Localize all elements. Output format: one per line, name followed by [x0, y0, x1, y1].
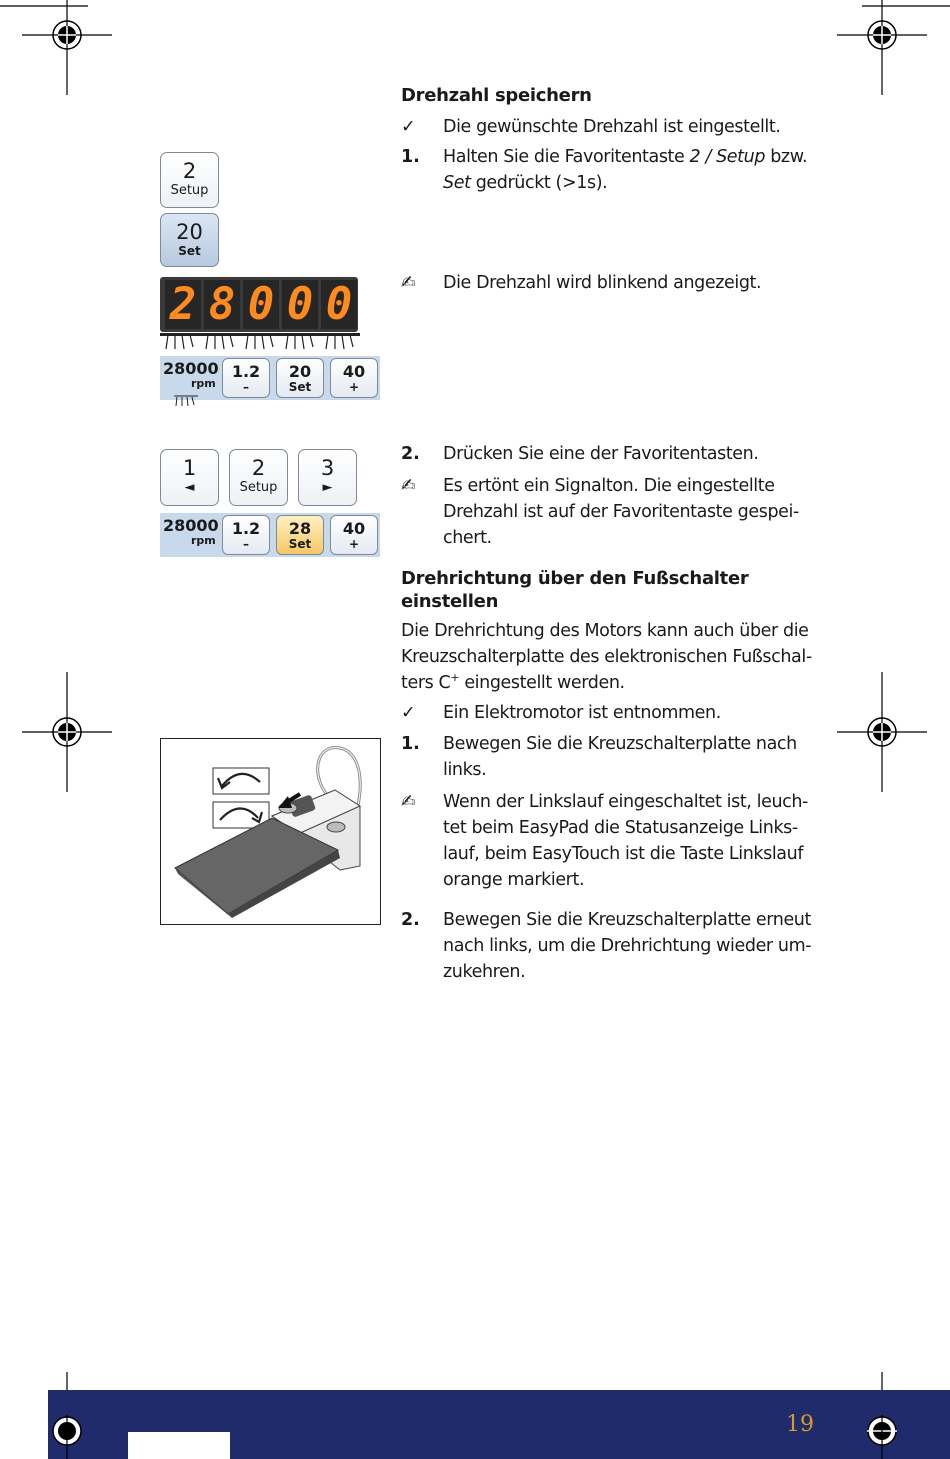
panel-key-value: 1.2	[231, 362, 261, 381]
favorite-key-2[interactable]	[229, 449, 288, 506]
panel-key-label: Set	[288, 380, 312, 394]
rpm-value: 28000	[163, 359, 219, 378]
rpm-unit: rpm	[191, 377, 216, 390]
rpm-unit: rpm	[191, 534, 216, 547]
text-line: Wenn der Linkslauf eingeschaltet ist, leuch-	[443, 792, 808, 812]
blink-rays-icon	[160, 333, 360, 353]
heading-line: einstellen	[401, 591, 499, 612]
step-text-part: Halten Sie die Favoritentaste	[443, 147, 690, 167]
result-icon: ✍	[401, 476, 416, 496]
text-line: ters C	[401, 673, 451, 693]
intro-paragraph	[401, 618, 821, 696]
favorite-key-1[interactable]	[160, 449, 219, 506]
superscript: +	[450, 671, 460, 685]
rpm-value: 28000	[163, 516, 219, 535]
display-digit: 0	[321, 280, 357, 329]
panel-key-minus[interactable]	[222, 358, 270, 398]
panel-key-value: 20	[288, 362, 312, 381]
display-digit: 8	[204, 280, 240, 329]
key-20-set[interactable]	[160, 213, 219, 267]
page-number: 19	[786, 1412, 814, 1437]
step-number: 2.	[401, 444, 420, 464]
text-line: Kreuzschalterplatte des elektronischen Fußschal-	[401, 647, 812, 667]
panel-key-label: +	[348, 537, 360, 551]
check-mark: ✓	[401, 117, 416, 137]
foot-switch-illustration	[160, 738, 381, 925]
section-heading	[401, 567, 748, 613]
favorite-key-number: 2	[251, 456, 266, 480]
panel-key-set-highlighted[interactable]	[276, 515, 324, 555]
panel-key-label: –	[243, 537, 249, 551]
favorite-key-number: 3	[320, 456, 335, 480]
text-line: Bewegen Sie die Kreuzschalterplatte nach	[443, 734, 797, 754]
result-icon: ✍	[401, 792, 416, 812]
text-line: nach links, um die Drehrichtung wieder um-	[443, 936, 812, 956]
favorite-key-number: 1	[182, 456, 197, 480]
text-line: lauf, beim EasyTouch ist die Taste Linkslauf	[443, 844, 804, 864]
text-line: orange markiert.	[443, 870, 585, 890]
small-blink-icon	[172, 394, 202, 408]
text-line: Es ertönt ein Signalton. Die eingestellte	[443, 476, 775, 496]
text-line: zukehren.	[443, 962, 526, 982]
panel-key-minus[interactable]	[222, 515, 270, 555]
result-text: Die Drehzahl wird blinkend angezeigt.	[443, 273, 762, 293]
result-icon: ✍	[401, 273, 416, 293]
key-reference: Set	[443, 173, 471, 193]
section-heading: Drehzahl speichern	[401, 85, 592, 106]
panel-key-set[interactable]	[276, 358, 324, 398]
panel-key-value: 40	[342, 519, 366, 538]
key-2-setup[interactable]	[160, 152, 219, 208]
control-panel-2	[160, 513, 380, 557]
step-text: Drücken Sie eine der Favoritentasten.	[443, 444, 759, 464]
result-text	[443, 473, 823, 551]
panel-key-value: 28	[288, 519, 312, 538]
favorite-key-label: ◄	[184, 480, 195, 495]
step-text-part: bzw.	[765, 147, 808, 167]
text-line: Die Drehrichtung des Motors kann auch über die	[401, 621, 809, 641]
step-text	[443, 144, 823, 196]
rotate-left-icon	[213, 768, 269, 794]
display-digit: 0	[243, 280, 279, 329]
key-20-label: Set	[178, 244, 201, 258]
panel-key-label: Set	[288, 537, 312, 551]
favorite-key-label: Setup	[239, 480, 278, 495]
rpm-display	[160, 277, 358, 332]
step-number: 2.	[401, 910, 420, 930]
heading-line: Drehrichtung über den Fußschalter	[401, 568, 749, 589]
step-text	[443, 907, 823, 985]
panel-key-label: +	[348, 380, 360, 394]
result-text	[443, 789, 823, 893]
step-text: Die gewünschte Drehzahl ist eingestellt.	[443, 117, 781, 137]
panel-key-value: 40	[342, 362, 366, 381]
text-line: chert.	[443, 528, 492, 548]
key-2-label: Setup	[170, 183, 209, 198]
text-line: eingestellt werden.	[459, 673, 625, 693]
step-number: 1.	[401, 147, 420, 167]
text-line: Drehzahl ist auf der Favoritentaste gespei-	[443, 502, 799, 522]
panel-key-plus[interactable]	[330, 358, 378, 398]
favorite-key-3[interactable]	[298, 449, 357, 506]
key-20-number: 20	[176, 220, 203, 244]
check-mark: ✓	[401, 703, 416, 723]
key-2-number: 2	[182, 159, 197, 183]
panel-key-label: –	[243, 380, 249, 394]
favorite-key-label: ►	[322, 480, 333, 495]
step-text: Ein Elektromotor ist entnommen.	[443, 703, 721, 723]
panel-key-value: 1.2	[231, 519, 261, 538]
step-text	[443, 731, 823, 783]
text-line: Bewegen Sie die Kreuzschalterplatte erneut	[443, 910, 811, 930]
display-digit: 2	[165, 280, 201, 329]
display-digit: 0	[282, 280, 318, 329]
panel-key-plus[interactable]	[330, 515, 378, 555]
key-reference: 2 / Setup	[689, 147, 766, 167]
step-number: 1.	[401, 734, 420, 754]
text-line: tet beim EasyPad die Statusanzeige Links-	[443, 818, 798, 838]
step-text-part: gedrückt (>1s).	[470, 173, 608, 193]
text-line: links.	[443, 760, 487, 780]
